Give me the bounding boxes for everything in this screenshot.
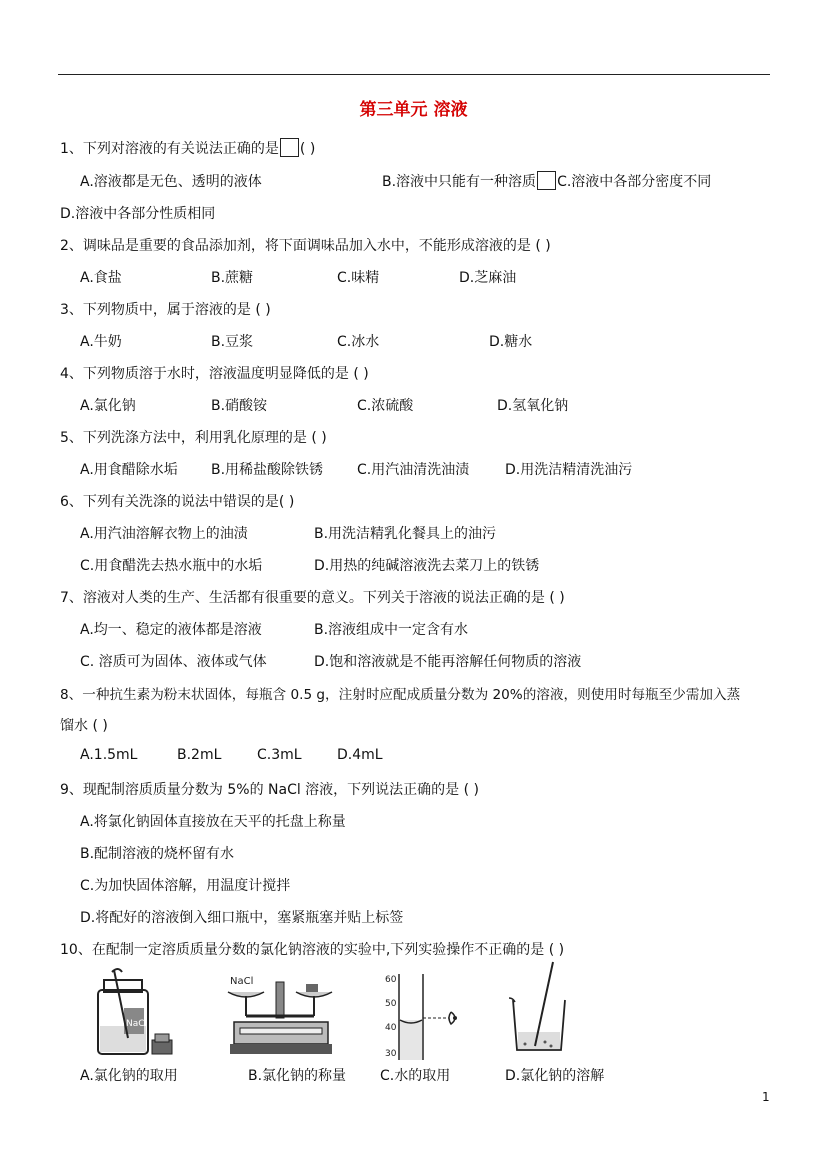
q10-stem: 10、在配制一定溶质质量分数的氯化钠溶液的实验中,下列实验操作不正确的是 ( ) [60, 942, 565, 958]
q1-option-b-text: B.溶液中只能有一种溶质 [382, 174, 537, 190]
header-rule [58, 74, 770, 75]
figure-nacl-weighing [226, 972, 336, 1060]
q1-option-b [382, 171, 711, 191]
q4-option-b: B.硝酸铵 [211, 398, 268, 414]
q8-option-d: D.4mL [337, 747, 383, 763]
q5-option-b: B.用稀盐酸除铁锈 [211, 462, 324, 478]
q6-stem: 6、下列有关洗涤的说法中错误的是( ) [60, 494, 295, 510]
q6-option-a: A.用汽油溶解衣物上的油渍 [80, 526, 248, 542]
q9-option-b: B.配制溶液的烧杯留有水 [80, 846, 235, 862]
figure-nacl-dissolving [505, 960, 575, 1056]
q1-option-c: C.溶液中各部分密度不同 [557, 174, 712, 190]
tick-50: 50 [385, 999, 397, 1009]
balance-label: NaCl [230, 976, 254, 987]
page-number: 1 [762, 1090, 770, 1104]
q1-option-a: A.溶液都是无色、透明的液体 [80, 174, 262, 190]
q4-stem: 4、下列物质溶于水时，溶液温度明显降低的是 ( ) [60, 366, 369, 382]
q2-option-d: D.芝麻油 [459, 270, 517, 286]
q6-option-d: D.用热的纯碱溶液洗去菜刀上的铁锈 [314, 558, 540, 574]
tick-40: 40 [385, 1023, 397, 1033]
q9-option-c: C.为加快固体溶解，用温度计搅拌 [80, 878, 291, 894]
q2-stem: 2、调味品是重要的食品添加剂，将下面调味品加入水中，不能形成溶液的是 ( ) [60, 238, 551, 254]
tick-30: 30 [385, 1049, 397, 1059]
q8-option-a: A.1.5mL [80, 747, 138, 763]
q10-option-d: D.氯化钠的溶解 [505, 1068, 605, 1084]
figure-water-measuring [385, 972, 475, 1060]
q4-option-a: A.氯化钠 [80, 398, 136, 414]
q9-option-a: A.将氯化钠固体直接放在天平的托盘上称量 [80, 814, 346, 830]
q1-paren: ( ) [299, 141, 316, 157]
q1-option-d: D.溶液中各部分性质相同 [60, 206, 216, 222]
q2-option-c: C.味精 [337, 270, 380, 286]
bottle-label: NaCl [126, 1019, 148, 1029]
q8-stem-line1: 8、一种抗生素为粉末状固体，每瓶含 0.5 g，注射时应配成质量分数为 20%的溶液，则使用时每瓶至少需加入蒸 [60, 687, 741, 703]
q3-option-b: B.豆浆 [211, 334, 254, 350]
q7-option-a: A.均一、稳定的液体都是溶液 [80, 622, 262, 638]
q3-option-c: C.冰水 [337, 334, 380, 350]
q9-stem: 9、现配制溶质质量分数为 5%的 NaCl 溶液，下列说法正确的是 ( ) [60, 782, 480, 798]
q7-option-c: C. 溶质可为固体、液体或气体 [80, 654, 267, 670]
q5-option-a: A.用食醋除水垢 [80, 462, 178, 478]
q4-option-c: C.浓硫酸 [357, 398, 414, 414]
q8-stem-line2: 馏水 ( ) [60, 718, 108, 734]
q1-stem [60, 138, 315, 158]
figure-nacl-retrieval [92, 968, 182, 1060]
q7-option-b: B.溶液组成中一定含有水 [314, 622, 469, 638]
answer-box [280, 138, 299, 157]
q3-option-d: D.糖水 [489, 334, 533, 350]
q5-stem: 5、下列洗涤方法中，利用乳化原理的是 ( ) [60, 430, 327, 446]
q5-option-c: C.用汽油清洗油渍 [357, 462, 470, 478]
tick-60: 60 [385, 975, 397, 985]
q7-stem: 7、溶液对人类的生产、生活都有很重要的意义。下列关于溶液的说法正确的是 ( ) [60, 590, 565, 606]
q6-option-b: B.用洗洁精乳化餐具上的油污 [314, 526, 497, 542]
page-title: 第三单元 溶液 [359, 100, 468, 120]
q9-option-d: D.将配好的溶液倒入细口瓶中，塞紧瓶塞并贴上标签 [80, 910, 404, 926]
q10-option-b: B.氯化钠的称量 [248, 1068, 347, 1084]
q3-stem: 3、下列物质中，属于溶液的是 ( ) [60, 302, 271, 318]
q2-option-a: A.食盐 [80, 270, 122, 286]
q8-option-b: B.2mL [177, 747, 222, 763]
q1-stem-text: 1、下列对溶液的有关说法正确的是 [60, 141, 279, 157]
q10-option-a: A.氯化钠的取用 [80, 1068, 178, 1084]
q2-option-b: B.蔗糖 [211, 270, 254, 286]
q7-option-d: D.饱和溶液就是不能再溶解任何物质的溶液 [314, 654, 582, 670]
answer-box [537, 171, 556, 190]
q3-option-a: A.牛奶 [80, 334, 122, 350]
q8-option-c: C.3mL [257, 747, 302, 763]
q5-option-d: D.用洗洁精清洗油污 [505, 462, 633, 478]
q4-option-d: D.氢氧化钠 [497, 398, 569, 414]
q6-option-c: C.用食醋洗去热水瓶中的水垢 [80, 558, 263, 574]
q10-option-c: C.水的取用 [380, 1068, 451, 1084]
